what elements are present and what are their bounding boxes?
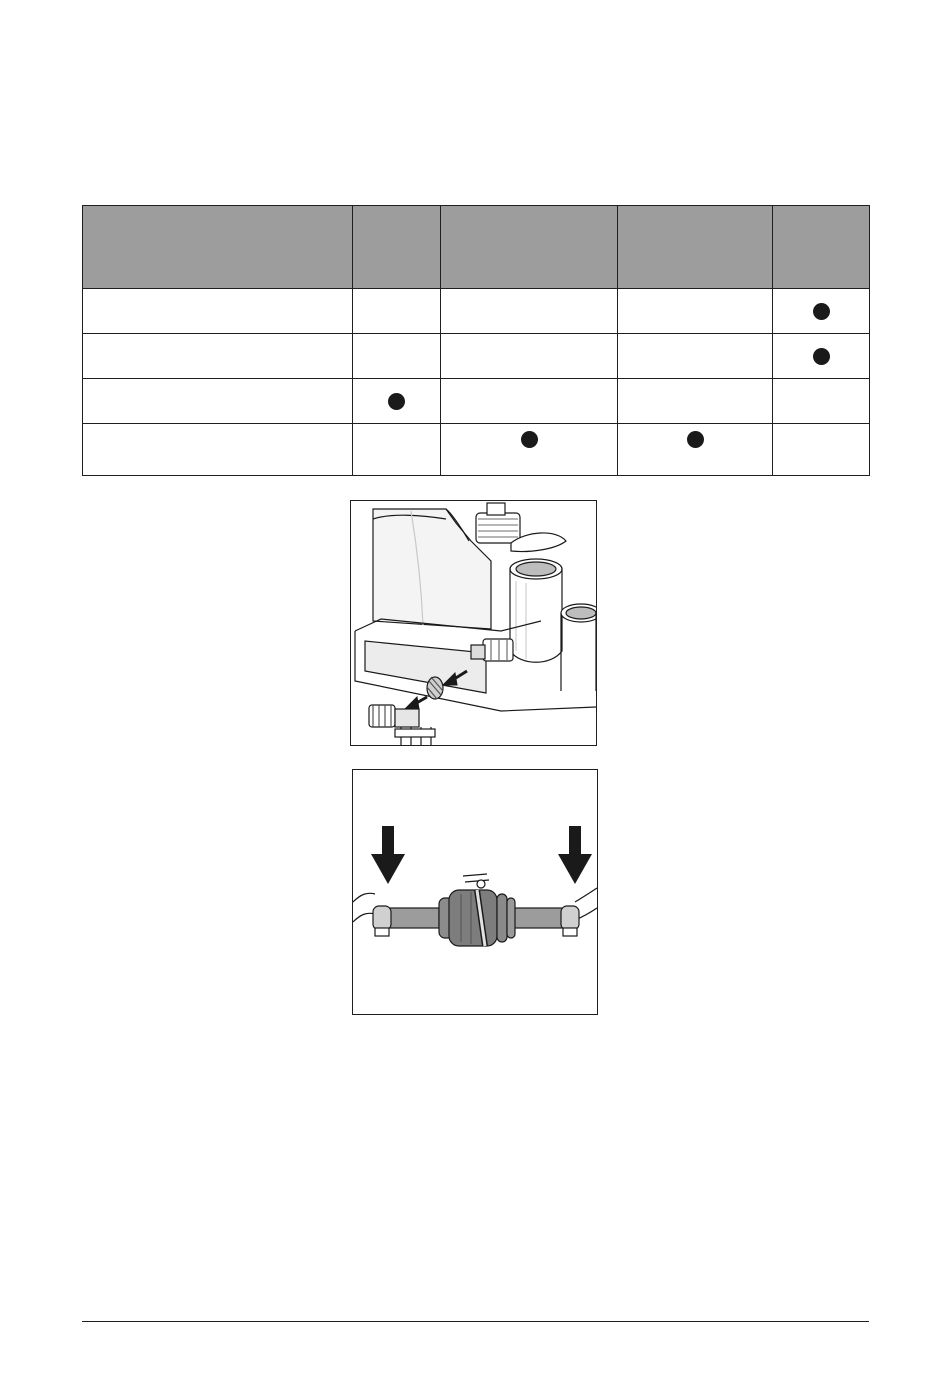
table-row [83, 334, 870, 379]
table-cell [83, 424, 353, 476]
table-cell [618, 334, 773, 379]
table-cell [353, 379, 441, 424]
table-row [83, 379, 870, 424]
table-cell [441, 379, 618, 424]
table-cell [618, 424, 773, 476]
table-cell [83, 379, 353, 424]
table-cell [441, 334, 618, 379]
table-cell [773, 289, 870, 334]
table-row [83, 424, 870, 476]
check-dot-icon [813, 303, 830, 320]
maintenance-schedule-table [82, 205, 870, 476]
table-cell [441, 424, 618, 476]
table-cell [773, 334, 870, 379]
header-cell [618, 206, 773, 289]
footer-rule [82, 1321, 869, 1322]
header-cell [441, 206, 618, 289]
table-cell [353, 424, 441, 476]
table-cell [83, 334, 353, 379]
table-cell [773, 379, 870, 424]
table-cell [441, 289, 618, 334]
table-cell [618, 379, 773, 424]
table-cell [353, 334, 441, 379]
table-row [83, 289, 870, 334]
inline-hose-filter-illustration [352, 769, 598, 1015]
check-dot-icon [813, 348, 830, 365]
table-cell [83, 289, 353, 334]
header-cell [773, 206, 870, 289]
check-dot-icon [687, 431, 704, 448]
header-cell [353, 206, 441, 289]
table-header-row [83, 206, 870, 289]
table-cell [353, 289, 441, 334]
table-cell [618, 289, 773, 334]
header-cell [83, 206, 353, 289]
check-dot-icon [521, 431, 538, 448]
tank-filter-removal-illustration [350, 500, 597, 746]
check-dot-icon [388, 393, 405, 410]
table-cell [773, 424, 870, 476]
